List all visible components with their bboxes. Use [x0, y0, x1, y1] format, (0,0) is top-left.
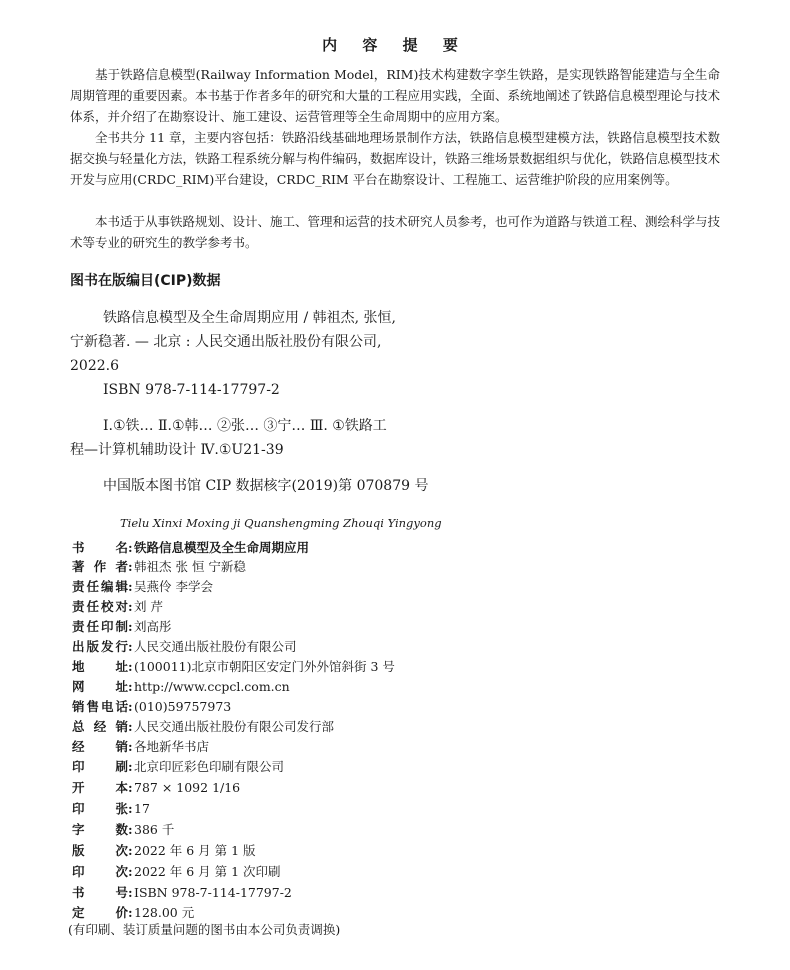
- colophon-label: 出版发行: [72, 639, 128, 654]
- colophon-value: 刘高彤: [134, 619, 172, 634]
- colophon-row: 印 次:2022 年 6 月 第 1 次印刷: [72, 864, 281, 879]
- colophon-row: 定 价:128.00 元: [72, 905, 195, 920]
- colophon-value: 人民交通出版社股份有限公司: [134, 639, 297, 654]
- colophon-row: 书 名:铁路信息模型及全生命周期应用: [72, 540, 310, 555]
- pinyin-title: Tielu Xinxi Moxing ji Quanshengming Zhouqi Yingyong: [120, 516, 442, 530]
- colophon-value: 韩祖杰 张 恒 宁新稳: [134, 559, 246, 574]
- colophon-label: 地 址: [72, 659, 128, 674]
- colophon-row: 责任编辑:吴燕伶 李学会: [72, 579, 213, 594]
- colophon-label: 字 数: [72, 822, 128, 837]
- colophon-row: 地 址:(100011)北京市朝阳区安定门外外馆斜街 3 号: [72, 659, 395, 674]
- cip-line: 中国版本图书馆 CIP 数据核字(2019)第 070879 号: [103, 478, 429, 494]
- colophon-value: 各地新华书店: [134, 739, 210, 754]
- colophon-row: 版 次:2022 年 6 月 第 1 版: [72, 843, 256, 858]
- summary-paragraph-1: 基于铁路信息模型(Railway Information Model，RIM)技术构建数字孪生铁路，是实现铁路智能建造与全生命周期管理的重要因素。本书基于作者多年的研究和大量的工程应用实践，全面、系统地阐述了铁路信息模型理论与技术体系，并介绍了在勘察设计、施工建设、运营管理等全生命周期中的应用方案。: [70, 67, 721, 124]
- colophon-row: 印 张:17: [72, 801, 150, 816]
- colophon-label: 责任印制: [72, 619, 128, 634]
- cip-heading: 图书在版编目(CIP)数据: [70, 273, 221, 289]
- colophon-label: 网 址: [72, 679, 128, 694]
- colophon-value: 吴燕伶 李学会: [134, 579, 213, 594]
- colophon-label: 总 经 销: [72, 719, 128, 734]
- cip-line: ISBN 978-7-114-17797-2: [103, 382, 280, 398]
- colophon-value: 2022 年 6 月 第 1 版: [134, 843, 256, 858]
- colophon-value: 人民交通出版社股份有限公司发行部: [134, 719, 335, 734]
- colophon-row: 网 址:http://www.ccpcl.com.cn: [72, 679, 290, 694]
- colophon-label: 印 张: [72, 801, 128, 816]
- colophon-label: 开 本: [72, 780, 128, 795]
- colophon-row: 经 销:各地新华书店: [72, 739, 210, 754]
- colophon-value: ISBN 978-7-114-17797-2: [134, 885, 292, 900]
- colophon-label: 责任校对: [72, 599, 128, 614]
- colophon-row: 印 刷:北京印匠彩色印刷有限公司: [72, 759, 285, 774]
- colophon-value: 铁路信息模型及全生命周期应用: [134, 540, 310, 555]
- colophon-value: 128.00 元: [134, 905, 195, 920]
- colophon-value: 2022 年 6 月 第 1 次印刷: [134, 864, 281, 879]
- cip-line: Ⅰ.①铁… Ⅱ.①韩… ②张… ③宁… Ⅲ. ①铁路工: [103, 418, 387, 434]
- cip-line: 铁路信息模型及全生命周期应用 / 韩祖杰, 张恒,: [103, 310, 396, 326]
- cip-line: 宁新稳著. — 北京 : 人民交通出版社股份有限公司,: [70, 334, 382, 350]
- colophon-row: 销售电话:(010)59757973: [72, 699, 232, 714]
- cip-line: 程—计算机辅助设计 Ⅳ.①U21-39: [70, 442, 284, 458]
- colophon-value: 386 千: [134, 822, 175, 837]
- colophon-value: 787 × 1092 1/16: [134, 780, 241, 795]
- colophon-label: 经 销: [72, 739, 128, 754]
- colophon-row: 开 本:787 × 1092 1/16: [72, 780, 241, 795]
- colophon-value: (100011)北京市朝阳区安定门外外馆斜街 3 号: [134, 659, 395, 674]
- summary-paragraph-2: 全书共分 11 章，主要内容包括：铁路沿线基础地理场景制作方法，铁路信息模型建模方法，铁路信息模型技术数据交换与轻量化方法，铁路工程系统分解与构件编码，数据库设计，铁路三维场景数据组织与优化，铁路信息模型技术开发与应用(CRDC_RIM)平台建设，CRDC_RIM 平台在勘察设计、工程施工、运营维护阶段的应用案例等。: [70, 130, 721, 187]
- colophon-label: 书 名: [72, 540, 128, 555]
- colophon-row: 出版发行:人民交通出版社股份有限公司: [72, 639, 297, 654]
- colophon-label: 印 刷: [72, 759, 128, 774]
- colophon-row: 总 经 销:人民交通出版社股份有限公司发行部: [72, 719, 335, 734]
- colophon-value: http://www.ccpcl.com.cn: [134, 679, 290, 694]
- colophon-value: 北京印匠彩色印刷有限公司: [134, 759, 285, 774]
- colophon-label: 著 作 者: [72, 559, 128, 574]
- colophon-row: 责任校对:刘 芹: [72, 599, 163, 614]
- colophon-label: 责任编辑: [72, 579, 128, 594]
- colophon-label: 定 价: [72, 905, 128, 920]
- colophon-row: 责任印制:刘高彤: [72, 619, 172, 634]
- cip-line: 2022.6: [70, 358, 119, 374]
- colophon-label: 书 号: [72, 885, 128, 900]
- colophon-row: 著 作 者:韩祖杰 张 恒 宁新稳: [72, 559, 246, 574]
- summary-paragraph-3: 本书适于从事铁路规划、设计、施工、管理和运营的技术研究人员参考，也可作为道路与铁道工程、测绘科学与技术等专业的研究生的教学参考书。: [70, 214, 721, 250]
- colophon-label: 印 次: [72, 864, 128, 879]
- quality-footnote: (有印刷、装订质量问题的图书由本公司负责调换): [68, 922, 341, 937]
- colophon-row: 书 号:ISBN 978-7-114-17797-2: [72, 885, 292, 900]
- colophon-value: 刘 芹: [134, 599, 163, 614]
- colophon-row: 字 数:386 千: [72, 822, 175, 837]
- colophon-value: (010)59757973: [134, 699, 232, 714]
- colophon-label: 销售电话: [72, 699, 128, 714]
- colophon-label: 版 次: [72, 843, 128, 858]
- summary-heading: 内 容 提 要: [322, 36, 468, 54]
- colophon-value: 17: [134, 801, 150, 816]
